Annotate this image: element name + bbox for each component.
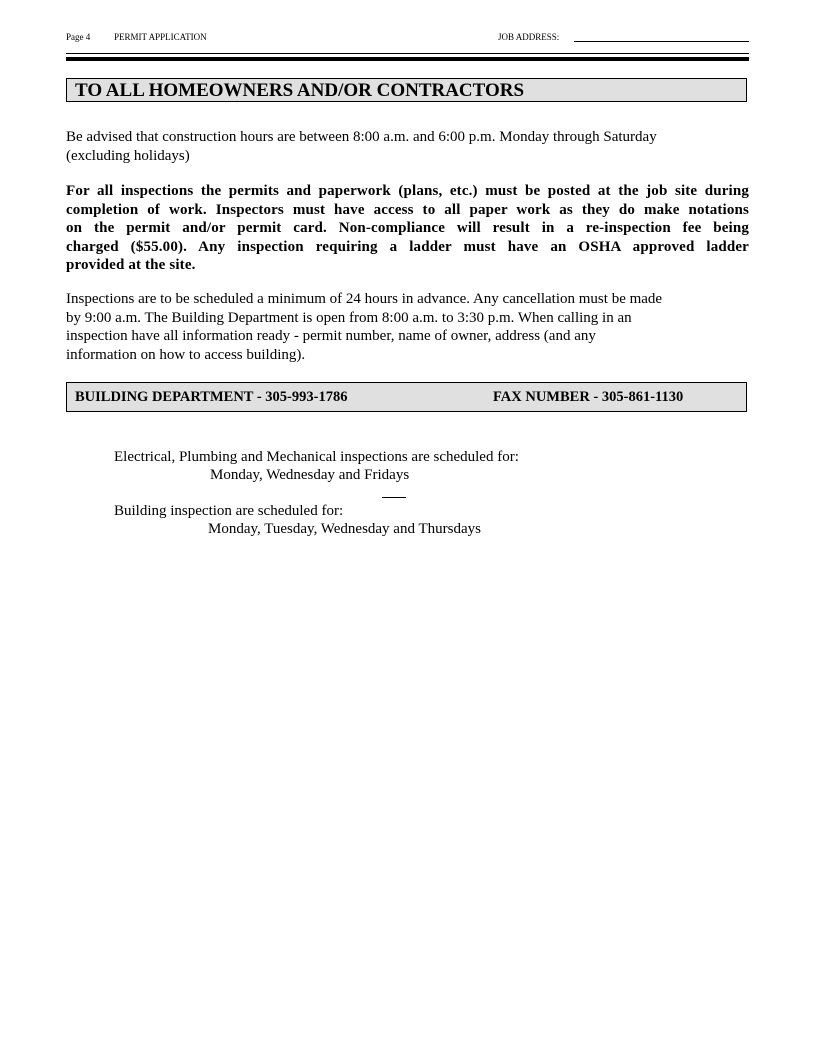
- header-rule-thin: [66, 53, 749, 54]
- paragraph-line: provided at the site.: [66, 257, 196, 273]
- header-rule-thick: [66, 57, 749, 61]
- paragraph-line: on the permit and/or permit card. Non-compliance will result in a re-inspection fee being: [66, 220, 749, 236]
- paragraph-line: For all inspections the permits and paperwork (plans, etc.) must be posted at the job site during: [66, 183, 749, 199]
- paragraph-line: Be advised that construction hours are between 8:00 a.m. and 6:00 p.m. Monday through Saturday: [66, 129, 657, 145]
- underline-mark: [382, 497, 406, 498]
- construction-hours-paragraph: [66, 128, 749, 165]
- paragraph-line: by 9:00 a.m. The Building Department is open from 8:00 a.m. to 3:30 p.m. When calling in an: [66, 309, 632, 326]
- banner-title: TO ALL HOMEOWNERS AND/OR CONTRACTORS: [75, 80, 525, 101]
- emp-schedule-heading: Electrical, Plumbing and Mechanical inspections are scheduled for:: [114, 449, 519, 465]
- scheduling-paragraph: [66, 290, 749, 364]
- paragraph-line: information on how to access building).: [66, 346, 306, 363]
- page-number: Page 4: [66, 32, 91, 42]
- building-department-phone: BUILDING DEPARTMENT - 305-993-1786: [75, 389, 348, 405]
- notice-banner: [66, 78, 747, 102]
- page-header: [66, 30, 749, 44]
- contact-box: [66, 382, 747, 412]
- paragraph-line: charged ($55.00). Any inspection requiring a ladder must have an OSHA approved ladder: [66, 238, 749, 255]
- inspection-requirements-paragraph: [66, 182, 749, 275]
- paragraph-line: inspection have all information ready - permit number, name of owner, address (and any: [66, 328, 596, 344]
- building-schedule-days: Monday, Tuesday, Wednesday and Thursdays: [208, 521, 481, 537]
- building-schedule-heading: Building inspection are scheduled for:: [114, 503, 344, 519]
- paragraph-line: Inspections are to be scheduled a minimum of 24 hours in advance. Any cancellation must be made: [66, 291, 663, 307]
- paragraph-line: (excluding holidays): [66, 147, 190, 164]
- paragraph-line: completion of work. Inspectors must have access to all paper work as they do make notations: [66, 201, 749, 218]
- job-address-label: JOB ADDRESS:: [498, 32, 560, 42]
- job-address-field[interactable]: [574, 41, 749, 42]
- fax-number: FAX NUMBER - 305-861-1130: [493, 389, 684, 405]
- form-title: PERMIT APPLICATION: [114, 32, 207, 42]
- emp-schedule-days: Monday, Wednesday and Fridays: [210, 467, 410, 483]
